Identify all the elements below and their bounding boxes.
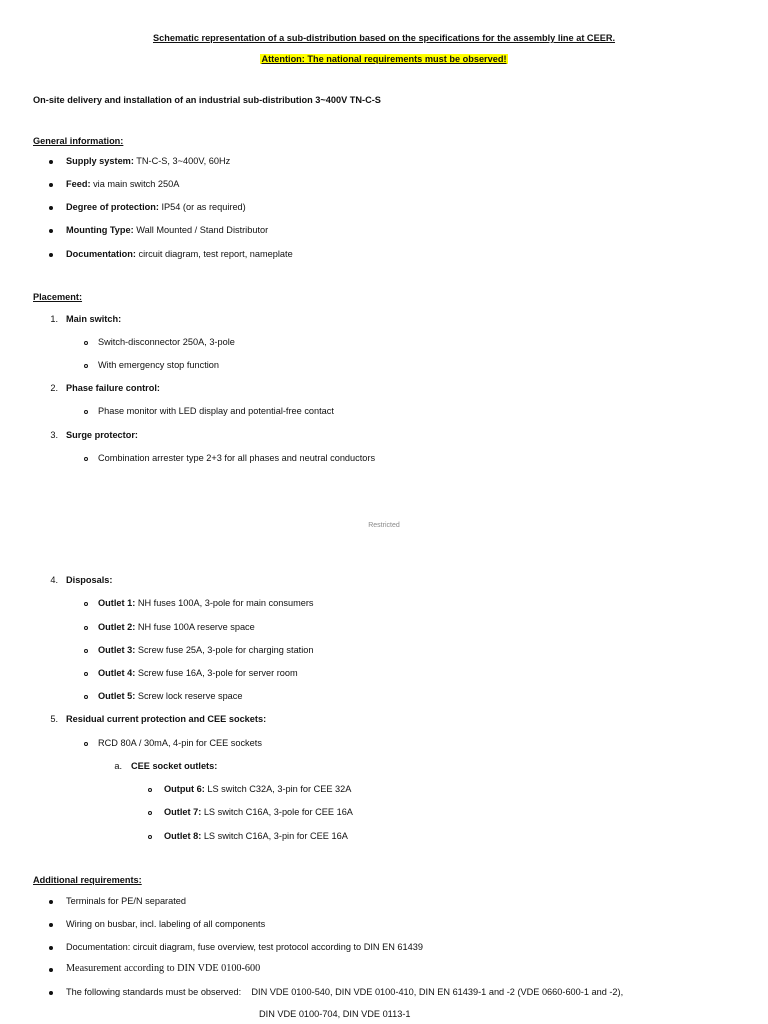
circle-bullet-icon [148, 835, 152, 839]
circle-bullet-icon [84, 410, 88, 414]
placement-sub-item: Combination arrester type 2+3 for all phases and neutral conductors [98, 453, 376, 463]
circle-bullet-icon [148, 788, 152, 792]
bullet-icon [49, 968, 53, 972]
general-item: Mounting Type: Wall Mounted / Stand Distributor [66, 225, 269, 235]
additional-heading: Additional requirements: [33, 875, 142, 885]
classification-label: Restricted [368, 522, 400, 529]
circle-bullet-icon [84, 364, 88, 368]
list-number: 1. [50, 314, 58, 324]
bullet-icon [49, 946, 53, 950]
cee-outlets-title: CEE socket outlets: [131, 761, 218, 771]
additional-item: Terminals for PE/N separated [66, 896, 186, 906]
cee-outlet-item: Outlet 8: LS switch C16A, 3-pin for CEE 16A [164, 831, 348, 841]
placement-heading: Placement: [33, 292, 83, 302]
circle-bullet-icon [148, 811, 152, 815]
placement-item-title: Main switch: [66, 314, 122, 324]
general-item: Documentation: circuit diagram, test report, nameplate [66, 249, 293, 259]
circle-bullet-icon [84, 695, 88, 699]
bullet-icon [49, 991, 53, 995]
general-heading: General information: [33, 136, 124, 146]
outlet-item: Outlet 4: Screw fuse 16A, 3-pole for server room [98, 668, 298, 678]
outlet-item: Outlet 5: Screw lock reserve space [98, 691, 243, 701]
bullet-icon [49, 253, 53, 257]
list-number: 4. [50, 575, 58, 585]
bullet-icon [49, 923, 53, 927]
document-subtitle: On-site delivery and installation of an industrial sub-distribution 3~400V TN-C-S [33, 95, 381, 105]
bullet-icon [49, 160, 53, 164]
circle-bullet-icon [84, 457, 88, 461]
list-letter: a. [114, 761, 122, 771]
cee-outlet-item: Outlet 7: LS switch C16A, 3-pole for CEE 16A [164, 807, 353, 817]
general-item: Feed: via main switch 250A [66, 179, 180, 189]
placement-sub-item: With emergency stop function [98, 360, 220, 370]
additional-item: Documentation: circuit diagram, fuse overview, test protocol according to DIN EN 61439 [66, 942, 423, 952]
additional-item: The following standards must be observed: DIN VDE 0100-540, DIN VDE 0100-410, DIN EN 61439-1 and -2 (VDE 0660-600-1 and -2), [66, 987, 624, 997]
bullet-icon [49, 206, 53, 210]
list-number: 5. [50, 714, 58, 724]
rcd-sub-item: RCD 80A / 30mA, 4-pin for CEE sockets [98, 738, 262, 748]
circle-bullet-icon [84, 672, 88, 676]
additional-item: Wiring on busbar, incl. labeling of all components [66, 919, 266, 929]
bullet-icon [49, 183, 53, 187]
placement-item-title: Phase failure control: [66, 383, 160, 393]
general-item: Supply system: TN-C-S, 3~400V, 60Hz [66, 156, 231, 166]
placement-sub-item: Switch-disconnector 250A, 3-pole [98, 337, 235, 347]
outlet-item: Outlet 1: NH fuses 100A, 3-pole for main consumers [98, 598, 314, 608]
additional-item: Measurement according to DIN VDE 0100-600 [66, 963, 261, 974]
cee-outlet-item: Output 6: LS switch C32A, 3-pin for CEE 32A [164, 784, 352, 794]
disposals-title: Disposals: [66, 575, 113, 585]
attention-text: Attention: The national requirements must be observed! [261, 54, 507, 64]
circle-bullet-icon [84, 602, 88, 606]
bullet-icon [49, 900, 53, 904]
list-number: 3. [50, 430, 58, 440]
additional-item-continuation: DIN VDE 0100-704, DIN VDE 0113-1 [259, 1009, 411, 1019]
circle-bullet-icon [84, 341, 88, 345]
placement-item-title: Surge protector: [66, 430, 138, 440]
circle-bullet-icon [84, 626, 88, 630]
attention-notice [0, 54, 768, 65]
outlet-item: Outlet 3: Screw fuse 25A, 3-pole for charging station [98, 645, 314, 655]
general-item: Degree of protection: IP54 (or as required) [66, 202, 246, 212]
rcd-title: Residual current protection and CEE sockets: [66, 714, 267, 724]
outlet-item: Outlet 2: NH fuse 100A reserve space [98, 622, 255, 632]
list-number: 2. [50, 383, 58, 393]
bullet-icon [49, 229, 53, 233]
document-title: Schematic representation of a sub-distribution based on the specifications for the assembly line at CEER. [152, 33, 616, 43]
circle-bullet-icon [84, 649, 88, 653]
circle-bullet-icon [84, 742, 88, 746]
placement-sub-item: Phase monitor with LED display and potential-free contact [98, 406, 334, 416]
